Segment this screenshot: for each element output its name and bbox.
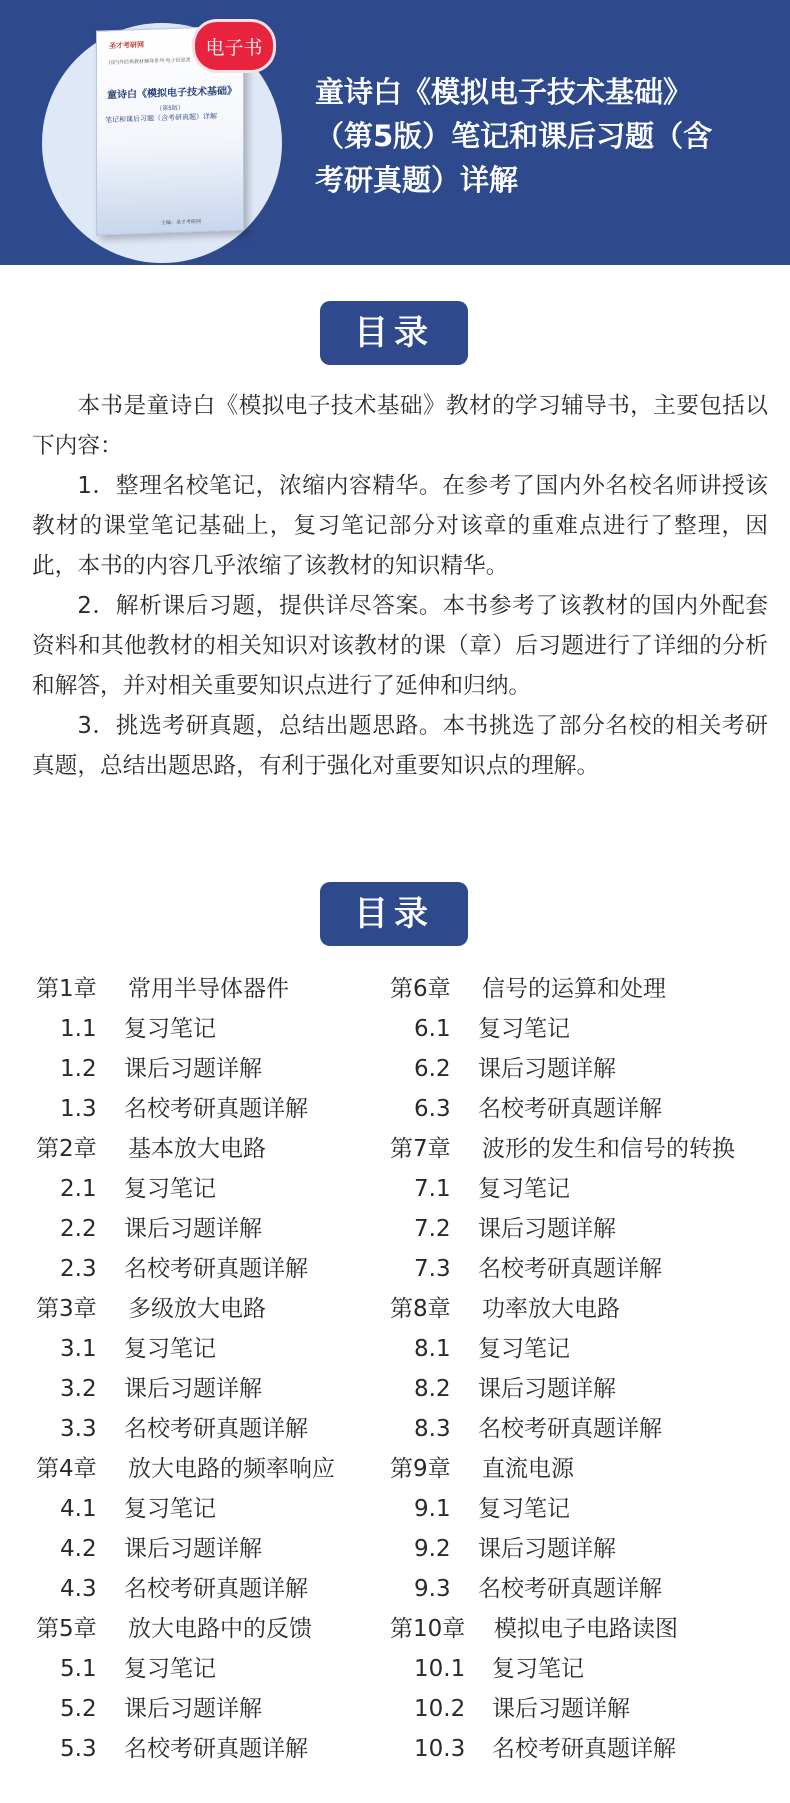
toc-section-number: 6.2	[414, 1056, 451, 1082]
toc-section[interactable]	[390, 1569, 785, 1609]
toc-chapter-number: 第5章	[36, 1616, 97, 1642]
toc-section[interactable]	[36, 1489, 376, 1529]
toc-chapter-number: 第1章	[36, 976, 97, 1002]
ebook-badge	[195, 22, 273, 70]
toc-section-title: 名校考研真题详解	[492, 1736, 676, 1762]
toc-section-number: 2.1	[60, 1176, 97, 1202]
ebook-badge-label: 电子书	[205, 37, 263, 59]
toc-section-title: 复习笔记	[124, 1016, 216, 1042]
toc-section-title: 课后习题详解	[478, 1216, 616, 1242]
toc-section-title: 名校考研真题详解	[124, 1256, 308, 1282]
book-title-line: （第5版）笔记和课后习题（含	[315, 119, 713, 153]
toc-section-number: 3.3	[60, 1416, 97, 1442]
toc-chapter-title: 模拟电子电路读图	[494, 1616, 678, 1642]
toc-section-title: 课后习题详解	[124, 1056, 262, 1082]
toc-section-title: 复习笔记	[124, 1336, 216, 1362]
toc-chapter[interactable]	[36, 1609, 376, 1649]
intro-paragraph: 1．整理名校笔记，浓缩内容精华。在参考了国内外名校名师讲授该教材的课堂笔记基础上，复习笔记部分对该章的重难点进行了整理，因此，本书的内容几乎浓缩了该教材的知识精华。	[32, 473, 768, 579]
toc-section[interactable]	[390, 1049, 785, 1089]
toc-section[interactable]	[390, 1169, 785, 1209]
section-heading-intro	[320, 301, 468, 365]
toc-chapter-title: 常用半导体器件	[128, 976, 289, 1002]
toc-section-title: 课后习题详解	[124, 1536, 262, 1562]
intro-paragraph: 2．解析课后习题，提供详尽答案。本书参考了该教材的国内外配套资料和其他教材的相关知识对该教材的课（章）后习题进行了详细的分析和解答，并对相关重要知识点进行了延伸和归纳。	[32, 593, 768, 699]
toc-section-title: 课后习题详解	[124, 1216, 262, 1242]
toc-section-title: 复习笔记	[478, 1176, 570, 1202]
toc-section-number: 8.3	[414, 1416, 451, 1442]
toc-section[interactable]	[390, 1649, 785, 1689]
toc-section-number: 9.1	[414, 1496, 451, 1522]
toc-section[interactable]	[36, 1729, 376, 1769]
toc-chapter-title: 波形的发生和信号的转换	[482, 1136, 735, 1162]
toc-section[interactable]	[390, 1489, 785, 1529]
toc-section-number: 7.3	[414, 1256, 451, 1282]
toc-section-number: 3.2	[60, 1376, 97, 1402]
toc-chapter-number: 第8章	[390, 1296, 451, 1322]
toc-section-title: 复习笔记	[492, 1656, 584, 1682]
toc-chapter-title: 信号的运算和处理	[482, 976, 666, 1002]
toc-section[interactable]	[390, 1529, 785, 1569]
toc-section-title: 课后习题详解	[492, 1696, 630, 1722]
toc-chapter[interactable]	[36, 969, 376, 1009]
toc-section-number: 5.1	[60, 1656, 97, 1682]
toc-section-title: 课后习题详解	[124, 1376, 262, 1402]
toc-section[interactable]	[36, 1369, 376, 1409]
book-cover-title: 童诗白《模拟电子技术基础》	[107, 85, 237, 102]
toc-section-title: 课后习题详解	[478, 1376, 616, 1402]
intro-paragraph: 本书是童诗白《模拟电子技术基础》教材的学习辅导书，主要包括以下内容：	[32, 393, 768, 459]
toc-section[interactable]	[390, 1249, 785, 1289]
toc-section[interactable]	[390, 1009, 785, 1049]
toc-section[interactable]	[390, 1329, 785, 1369]
toc-section-number: 1.2	[60, 1056, 97, 1082]
toc-section-number: 8.2	[414, 1376, 451, 1402]
toc-section-number: 1.3	[60, 1096, 97, 1122]
toc-chapter-title: 放大电路中的反馈	[128, 1616, 312, 1642]
toc-section[interactable]	[36, 1249, 376, 1289]
toc-section[interactable]	[36, 1049, 376, 1089]
toc-section-number: 2.3	[60, 1256, 97, 1282]
toc-section-title: 课后习题详解	[478, 1536, 616, 1562]
toc-section-number: 9.3	[414, 1576, 451, 1602]
toc-chapter[interactable]	[390, 1449, 785, 1489]
toc-section-number: 2.2	[60, 1216, 97, 1242]
toc-chapter[interactable]	[36, 1449, 376, 1489]
toc-section-number: 8.1	[414, 1336, 451, 1362]
book-title	[315, 70, 775, 202]
toc-section-number: 10.2	[414, 1696, 466, 1722]
toc-section-title: 复习笔记	[124, 1176, 216, 1202]
toc-section-title: 复习笔记	[478, 1336, 570, 1362]
toc-chapter-number: 第3章	[36, 1296, 97, 1322]
toc-chapter-number: 第7章	[390, 1136, 451, 1162]
toc-chapter-title: 放大电路的频率响应	[128, 1456, 335, 1482]
toc-section-title: 复习笔记	[478, 1496, 570, 1522]
book-cover-edition: （第5版）	[156, 104, 184, 113]
book-cover-logo: 圣才考研网	[109, 40, 144, 51]
toc-chapter[interactable]	[390, 1609, 785, 1649]
toc-section-title: 复习笔记	[478, 1016, 570, 1042]
toc-section[interactable]	[36, 1569, 376, 1609]
toc-section-title: 名校考研真题详解	[124, 1576, 308, 1602]
toc-chapter-number: 第10章	[390, 1616, 466, 1642]
toc-section[interactable]	[390, 1689, 785, 1729]
book-title-line: 考研真题）详解	[315, 163, 519, 197]
toc-section-title: 名校考研真题详解	[478, 1416, 662, 1442]
intro-text	[32, 386, 768, 786]
toc-section[interactable]	[36, 1409, 376, 1449]
toc-section-number: 5.2	[60, 1696, 97, 1722]
toc-left-column	[36, 969, 376, 1769]
section-heading-label: 目录	[354, 894, 434, 934]
header-banner	[0, 0, 790, 265]
intro-paragraph: 3．挑选考研真题，总结出题思路。本书挑选了部分名校的相关考研真题，总结出题思路，有利于强化对重要知识点的理解。	[32, 713, 768, 779]
toc-section[interactable]	[36, 1009, 376, 1049]
toc-chapter-title: 基本放大电路	[128, 1136, 266, 1162]
toc-section-number: 9.2	[414, 1536, 451, 1562]
toc-chapter-number: 第2章	[36, 1136, 97, 1162]
toc-section-number: 10.3	[414, 1736, 466, 1762]
toc-section[interactable]	[390, 1089, 785, 1129]
toc-section[interactable]	[390, 1209, 785, 1249]
toc-section[interactable]	[390, 1369, 785, 1409]
book-cover-author: 主编：圣才考研网	[161, 218, 202, 227]
toc-section-number: 5.3	[60, 1736, 97, 1762]
toc-section[interactable]	[36, 1649, 376, 1689]
toc-section-number: 4.3	[60, 1576, 97, 1602]
toc-section-number: 4.2	[60, 1536, 97, 1562]
toc-chapter[interactable]	[36, 1289, 376, 1329]
toc-section-title: 课后习题详解	[124, 1696, 262, 1722]
toc-chapter-title: 功率放大电路	[482, 1296, 620, 1322]
toc-section[interactable]	[390, 1729, 785, 1769]
toc-chapter[interactable]	[390, 969, 785, 1009]
toc-right-column	[390, 969, 785, 1769]
section-heading-toc	[320, 882, 468, 946]
toc-section-number: 7.1	[414, 1176, 451, 1202]
toc-section-title: 名校考研真题详解	[124, 1416, 308, 1442]
toc-section-number: 6.3	[414, 1096, 451, 1122]
toc-section[interactable]	[36, 1089, 376, 1129]
toc-section-number: 7.2	[414, 1216, 451, 1242]
toc-section[interactable]	[36, 1209, 376, 1249]
toc-chapter[interactable]	[390, 1289, 785, 1329]
toc-chapter-number: 第6章	[390, 976, 451, 1002]
toc-section[interactable]	[36, 1689, 376, 1729]
toc-chapter-title: 多级放大电路	[128, 1296, 266, 1322]
toc-section[interactable]	[390, 1409, 785, 1449]
toc-chapter-number: 第9章	[390, 1456, 451, 1482]
toc-section[interactable]	[36, 1529, 376, 1569]
toc-section-number: 6.1	[414, 1016, 451, 1042]
toc-section-title: 课后习题详解	[478, 1056, 616, 1082]
toc-section-title: 名校考研真题详解	[124, 1736, 308, 1762]
toc-section-number: 10.1	[414, 1656, 466, 1682]
toc-section[interactable]	[36, 1329, 376, 1369]
toc-section-title: 名校考研真题详解	[124, 1096, 308, 1122]
toc-section-title: 复习笔记	[124, 1656, 216, 1682]
toc-section-title: 复习笔记	[124, 1496, 216, 1522]
toc-section-title: 名校考研真题详解	[478, 1256, 662, 1282]
toc-chapter[interactable]	[390, 1129, 785, 1169]
toc-section-number: 4.1	[60, 1496, 97, 1522]
toc-section-number: 3.1	[60, 1336, 97, 1362]
toc-section-title: 名校考研真题详解	[478, 1576, 662, 1602]
section-heading-label: 目录	[354, 313, 434, 353]
toc-section[interactable]	[36, 1169, 376, 1209]
book-cover-series: 国内外经典教材辅导系列·电子信息类	[109, 57, 191, 67]
toc-chapter-number: 第4章	[36, 1456, 97, 1482]
book-cover-subtitle: 笔记和课后习题（含考研真题）详解	[105, 112, 217, 125]
toc-chapter-title: 直流电源	[482, 1456, 574, 1482]
toc-section-number: 1.1	[60, 1016, 97, 1042]
toc-section-title: 名校考研真题详解	[478, 1096, 662, 1122]
book-title-line: 童诗白《模拟电子技术基础》	[315, 75, 693, 109]
toc-chapter[interactable]	[36, 1129, 376, 1169]
